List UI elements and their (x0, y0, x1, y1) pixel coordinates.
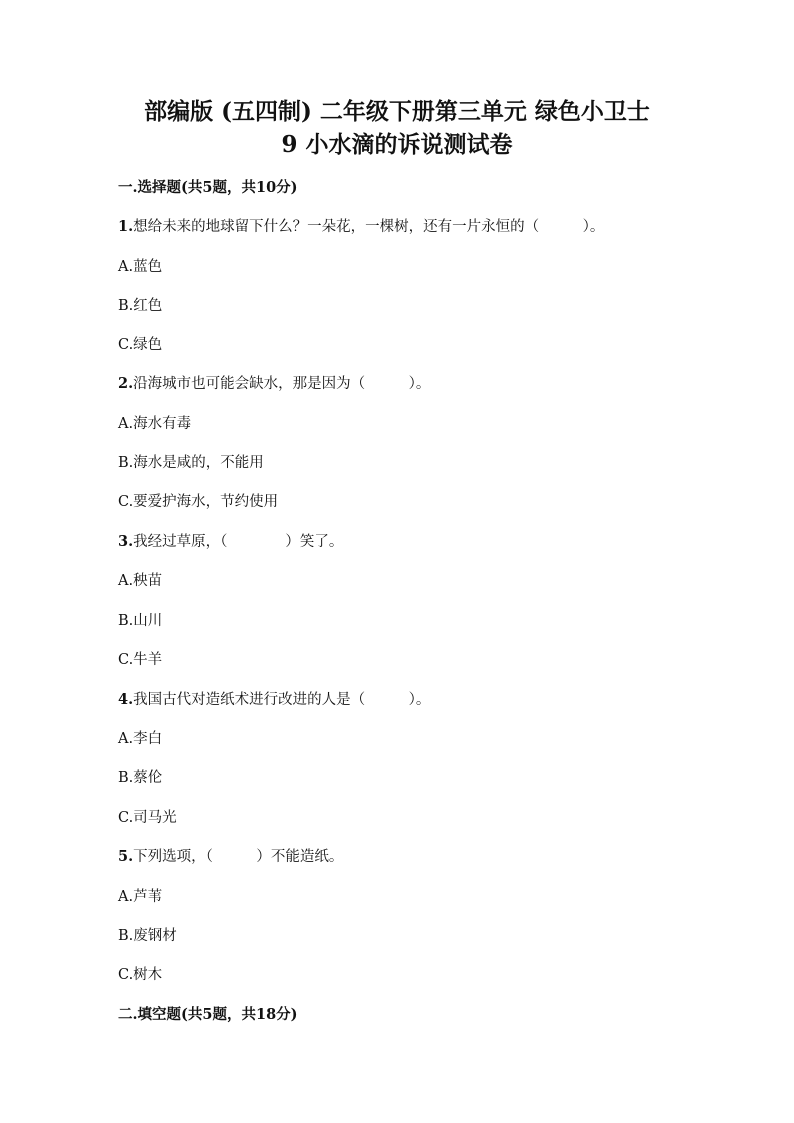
page-title: 部编版 (五四制) 二年级下册第三单元 绿色小卫士 (144, 98, 650, 125)
option-1b: B.红色 (118, 298, 163, 314)
question-1 (118, 217, 604, 237)
question-4 (118, 690, 430, 710)
option-5b: B.废钢材 (118, 928, 177, 944)
option-5c: C.树木 (118, 967, 163, 983)
question-stem: 我国古代对造纸术进行改进的人是（ ）。 (133, 692, 431, 708)
question-stem: 沿海城市也可能会缺水，那是因为（ ）。 (133, 376, 431, 392)
question-2 (118, 374, 430, 394)
option-2c: C.要爱护海水，节约使用 (118, 494, 279, 510)
question-number: 3. (118, 533, 134, 550)
question-5 (118, 847, 343, 867)
option-3a: A.秧苗 (118, 573, 163, 589)
option-4a: A.李白 (118, 731, 163, 747)
section-heading-fill-in-blank: 二.填空题(共5题，共18分) (118, 1006, 298, 1023)
question-stem: 下列选项，（ ）不能造纸。 (133, 849, 344, 865)
page-subtitle: 9 小水滴的诉说测试卷 (281, 131, 513, 158)
option-1c: C.绿色 (118, 337, 163, 353)
question-number: 1. (118, 218, 134, 235)
question-stem: 想给未来的地球留下什么？一朵花，一棵树，还有一片永恒的（ ）。 (133, 219, 605, 235)
section-heading-multiple-choice: 一.选择题(共5题，共10分) (118, 179, 298, 196)
option-2b: B.海水是咸的，不能用 (118, 455, 264, 471)
option-3b: B.山川 (118, 613, 163, 629)
question-stem: 我经过草原，（ ）笑了。 (133, 534, 344, 550)
option-1a: A.蓝色 (118, 259, 163, 275)
option-3c: C.牛羊 (118, 652, 163, 668)
option-4b: B.蔡伦 (118, 770, 163, 786)
question-3 (118, 532, 343, 552)
question-number: 4. (118, 691, 134, 708)
question-number: 5. (118, 848, 134, 865)
question-number: 2. (118, 375, 134, 392)
option-4c: C.司马光 (118, 810, 177, 826)
option-5a: A.芦苇 (118, 889, 163, 905)
option-2a: A.海水有毒 (118, 416, 192, 432)
